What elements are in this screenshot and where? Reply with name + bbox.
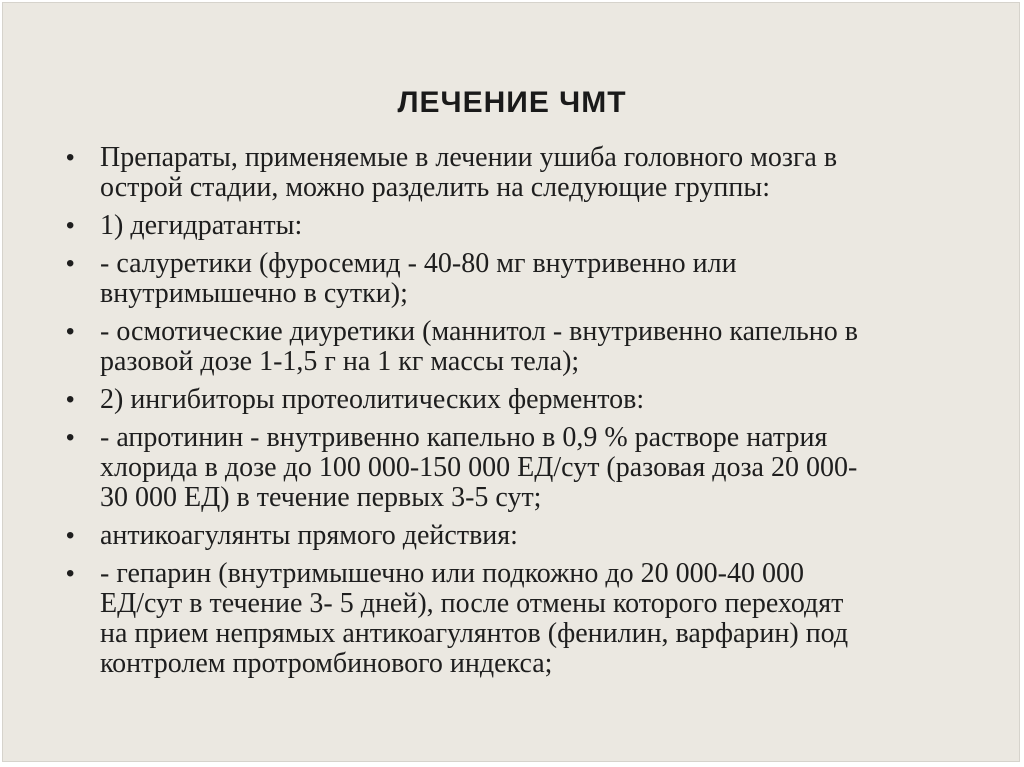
- bullet-item: [66, 521, 966, 551]
- bullet-text-line: 1) дегидратанты:: [100, 210, 303, 241]
- bullet-text-line: - осмотические диуретики (маннитол - внутривенно капельно в: [100, 316, 858, 347]
- bullet-text-line: антикоагулянты прямого действия:: [100, 520, 518, 551]
- bullet-text-line: - салуретики (фуросемид - 40-80 мг внутривенно или: [100, 248, 737, 279]
- bullet-item: [66, 143, 966, 203]
- bullet-text-line: острой стадии, можно разделить на следующие группы:: [100, 172, 770, 203]
- bullet-text-line: 2) ингибиторы протеолитических ферментов:: [100, 384, 645, 415]
- slide: [2, 2, 1020, 762]
- bullet-text-line: на прием непрямых антикоагулянтов (фенилин, варфарин) под: [100, 618, 849, 649]
- bullet-text-line: контролем протромбинового индекса;: [100, 648, 553, 679]
- bullet-dot-icon: •: [66, 318, 75, 345]
- bullet-item: [66, 385, 966, 415]
- bullet-item: [66, 317, 966, 377]
- bullet-dot-icon: •: [66, 424, 75, 451]
- bullet-dot-icon: •: [66, 522, 75, 549]
- bullet-text-line: - гепарин (внутримышечно или подкожно до 20 000-40 000: [100, 558, 804, 589]
- bullet-item: [66, 211, 966, 241]
- bullet-text-line: - апротинин - внутривенно капельно в 0,9 % растворе натрия: [100, 422, 828, 453]
- bullet-item: [66, 559, 966, 679]
- bullet-text-line: разовой дозе 1-1,5 г на 1 кг массы тела);: [100, 346, 580, 377]
- bullet-text-line: внутримышечно в сутки);: [100, 278, 408, 309]
- bullet-dot-icon: •: [66, 386, 75, 413]
- bullet-dot-icon: •: [66, 212, 75, 239]
- bullet-dot-icon: •: [66, 250, 75, 277]
- bullet-text-line: ЕД/сут в течение 3- 5 дней), после отмены которого переходят: [100, 588, 844, 619]
- bullet-list: [66, 143, 966, 687]
- bullet-text-line: Препараты, применяемые в лечении ушиба головного мозга в: [100, 142, 838, 173]
- slide-title: ЛЕЧЕНИЕ ЧМТ: [397, 86, 627, 119]
- bullet-dot-icon: •: [66, 560, 75, 587]
- bullet-text-line: 30 000 ЕД) в течение первых 3-5 сут;: [100, 482, 542, 513]
- bullet-text-line: хлорида в дозе до 100 000-150 000 ЕД/сут (разовая доза 20 000-: [100, 452, 858, 483]
- bullet-item: [66, 249, 966, 309]
- bullet-item: [66, 423, 966, 513]
- bullet-dot-icon: •: [66, 144, 75, 171]
